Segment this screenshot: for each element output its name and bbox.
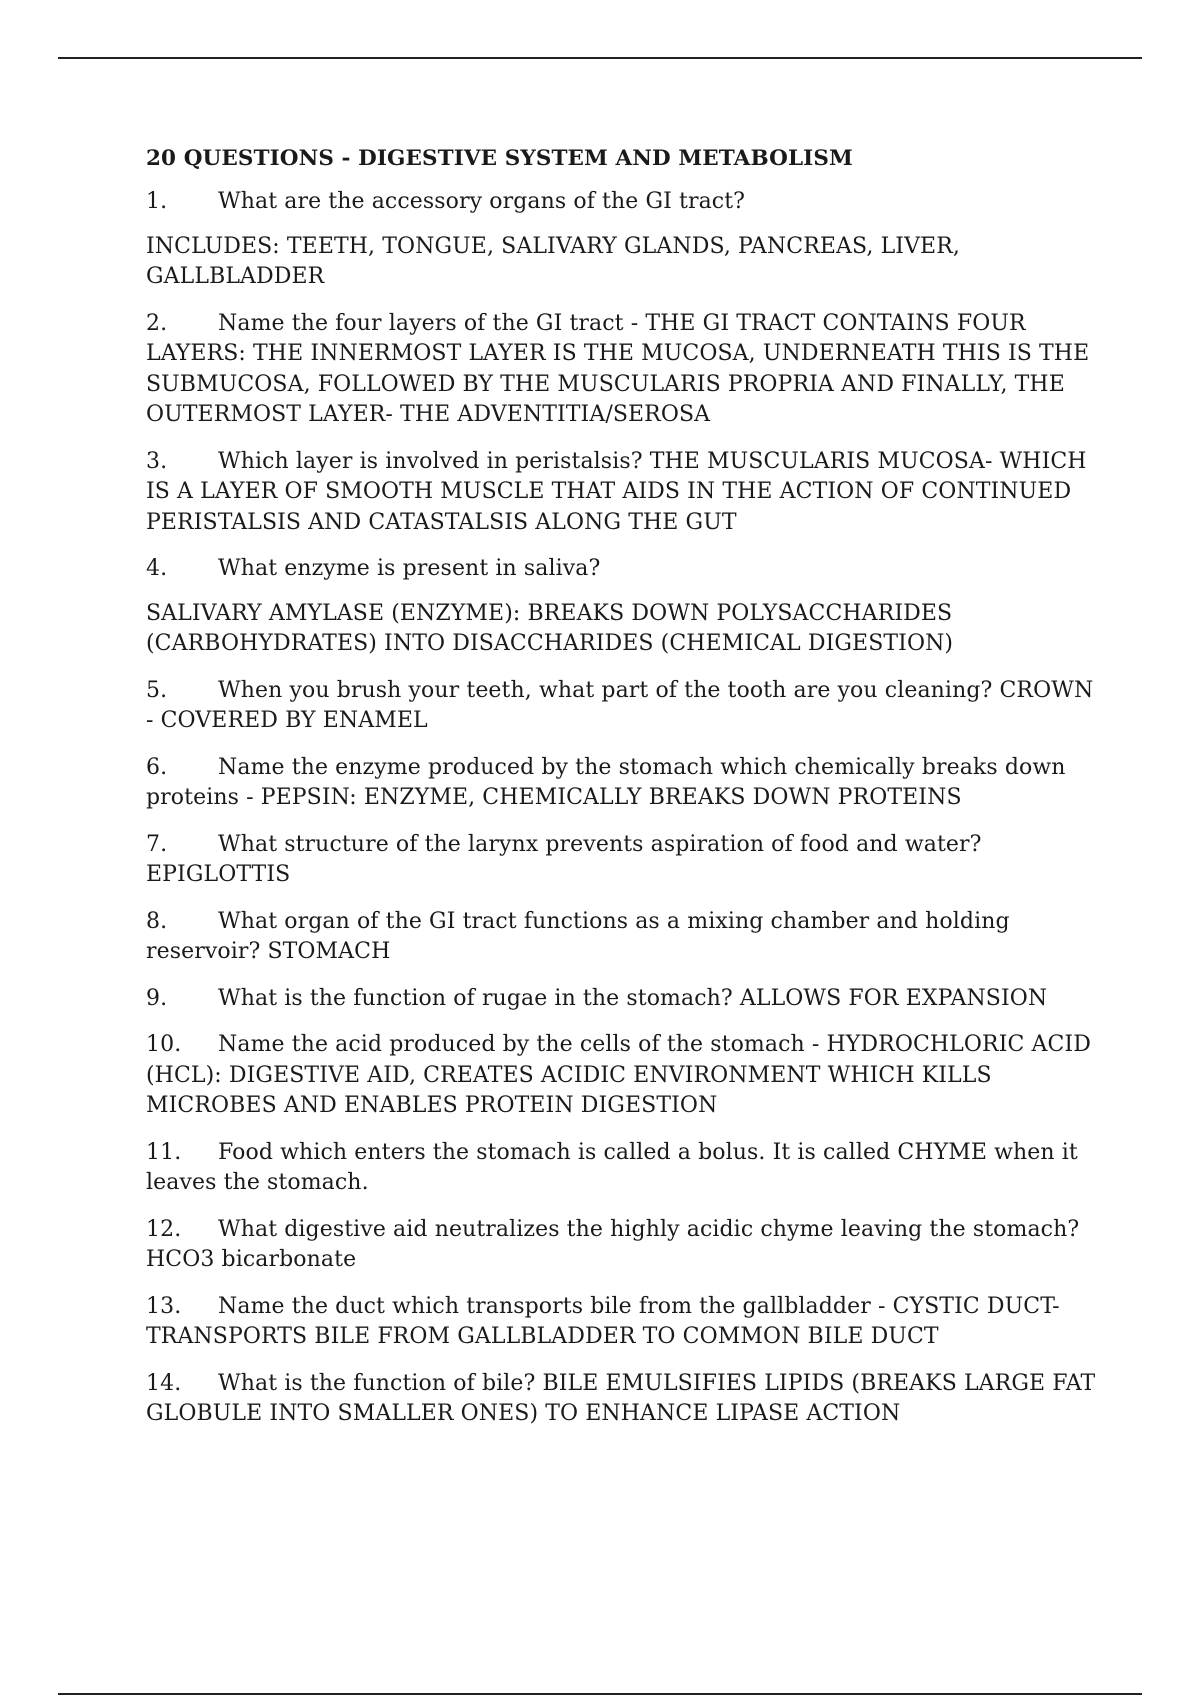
question-text: Name the duct which transports bile from the gallbladder - CYSTIC DUCT- TRANSPORTS BILE FROM GALLBLADDER TO COMMON BILE DUCT [146, 1293, 1060, 1349]
top-rule [58, 57, 1142, 59]
question-10 [146, 1030, 1096, 1122]
question-number: 3. [146, 448, 168, 474]
question-text: When you brush your teeth, what part of the tooth are you cleaning? CROWN - COVERED BY ENAMEL [146, 677, 1094, 733]
question-text: What is the function of rugae in the stomach? ALLOWS FOR EXPANSION [218, 985, 1048, 1011]
question-number: 10. [146, 1032, 182, 1057]
question-number: 8. [146, 908, 168, 934]
question-number: 14. [146, 1370, 182, 1396]
question-14 [146, 1369, 1096, 1430]
question-number: 13. [146, 1293, 182, 1319]
question-number: 7. [146, 831, 168, 857]
question-4 [146, 554, 1096, 585]
question-number: 2. [146, 310, 168, 336]
question-12 [146, 1215, 1096, 1276]
document-body [146, 144, 1096, 1446]
question-number: 9. [146, 985, 168, 1011]
answer-4 [146, 599, 1096, 660]
question-number: 4. [146, 556, 168, 581]
question-9 [146, 984, 1096, 1015]
question-1 [146, 187, 1096, 218]
question-text: What structure of the larynx prevents aspiration of food and water? EPIGLOTTIS [146, 831, 982, 887]
question-8 [146, 907, 1096, 968]
bottom-rule [58, 1693, 1142, 1695]
question-text: What organ of the GI tract functions as a mixing chamber and holding reservoir? STOMACH [146, 908, 1010, 964]
answer-1 [146, 232, 1096, 293]
question-7 [146, 830, 1096, 891]
question-text: Food which enters the stomach is called a bolus. It is called CHYME when it leaves the stomach. [146, 1139, 1078, 1195]
question-number: 6. [146, 754, 168, 780]
answer-text: SALIVARY AMYLASE (ENZYME): BREAKS DOWN POLYSACCHARIDES (CARBOHYDRATES) INTO DISACCHARIDES (CHEMICAL DIGESTION) [146, 600, 954, 656]
question-text: Name the acid produced by the cells of the stomach - HYDROCHLORIC ACID (HCL): DIGESTIVE AID, CREATES ACIDIC ENVIRONMENT WHICH KILLS MICROBES AND ENABLES PROTEIN DIGESTION [146, 1032, 1091, 1118]
question-text: What are the accessory organs of the GI tract? [218, 189, 746, 214]
question-text: What enzyme is present in saliva? [218, 556, 601, 581]
question-text: What digestive aid neutralizes the highly acidic chyme leaving the stomach? HCO3 bicarbonate [146, 1216, 1080, 1272]
question-number: 1. [146, 189, 168, 214]
question-11 [146, 1138, 1096, 1199]
answer-text: INCLUDES: TEETH, TONGUE, SALIVARY GLANDS, PANCREAS, LIVER, GALLBLADDER [146, 233, 960, 289]
question-text: Which layer is involved in peristalsis? THE MUSCULARIS MUCOSA- WHICH IS A LAYER OF SMOOTH MUSCLE THAT AIDS IN THE ACTION OF CONTINUED PERISTALSIS AND CATASTALSIS ALONG THE GUT [146, 448, 1087, 535]
question-number: 5. [146, 677, 168, 703]
question-6 [146, 753, 1096, 814]
question-number: 12. [146, 1216, 182, 1242]
question-5 [146, 676, 1096, 737]
question-13 [146, 1292, 1096, 1353]
question-number: 11. [146, 1139, 182, 1165]
page-title: 20 QUESTIONS - DIGESTIVE SYSTEM AND METABOLISM [146, 146, 853, 171]
question-3 [146, 447, 1096, 539]
question-2 [146, 309, 1096, 431]
question-text: Name the enzyme produced by the stomach which chemically breaks down proteins - PEPSIN: ENZYME, CHEMICALLY BREAKS DOWN PROTEINS [146, 754, 1066, 810]
question-text: Name the four layers of the GI tract - THE GI TRACT CONTAINS FOUR LAYERS: THE INNERMOST LAYER IS THE MUCOSA, UNDERNEATH THIS IS THE SUBMUCOSA, FOLLOWED BY THE MUSCULARIS PROPRIA AND FINALLY, THE OUTERMOST LAYER- THE ADVENTITIA/SEROSA [146, 310, 1090, 427]
question-text: What is the function of bile? BILE EMULSIFIES LIPIDS (BREAKS LARGE FAT GLOBULE INTO SMALLER ONES) TO ENHANCE LIPASE ACTION [146, 1370, 1096, 1426]
